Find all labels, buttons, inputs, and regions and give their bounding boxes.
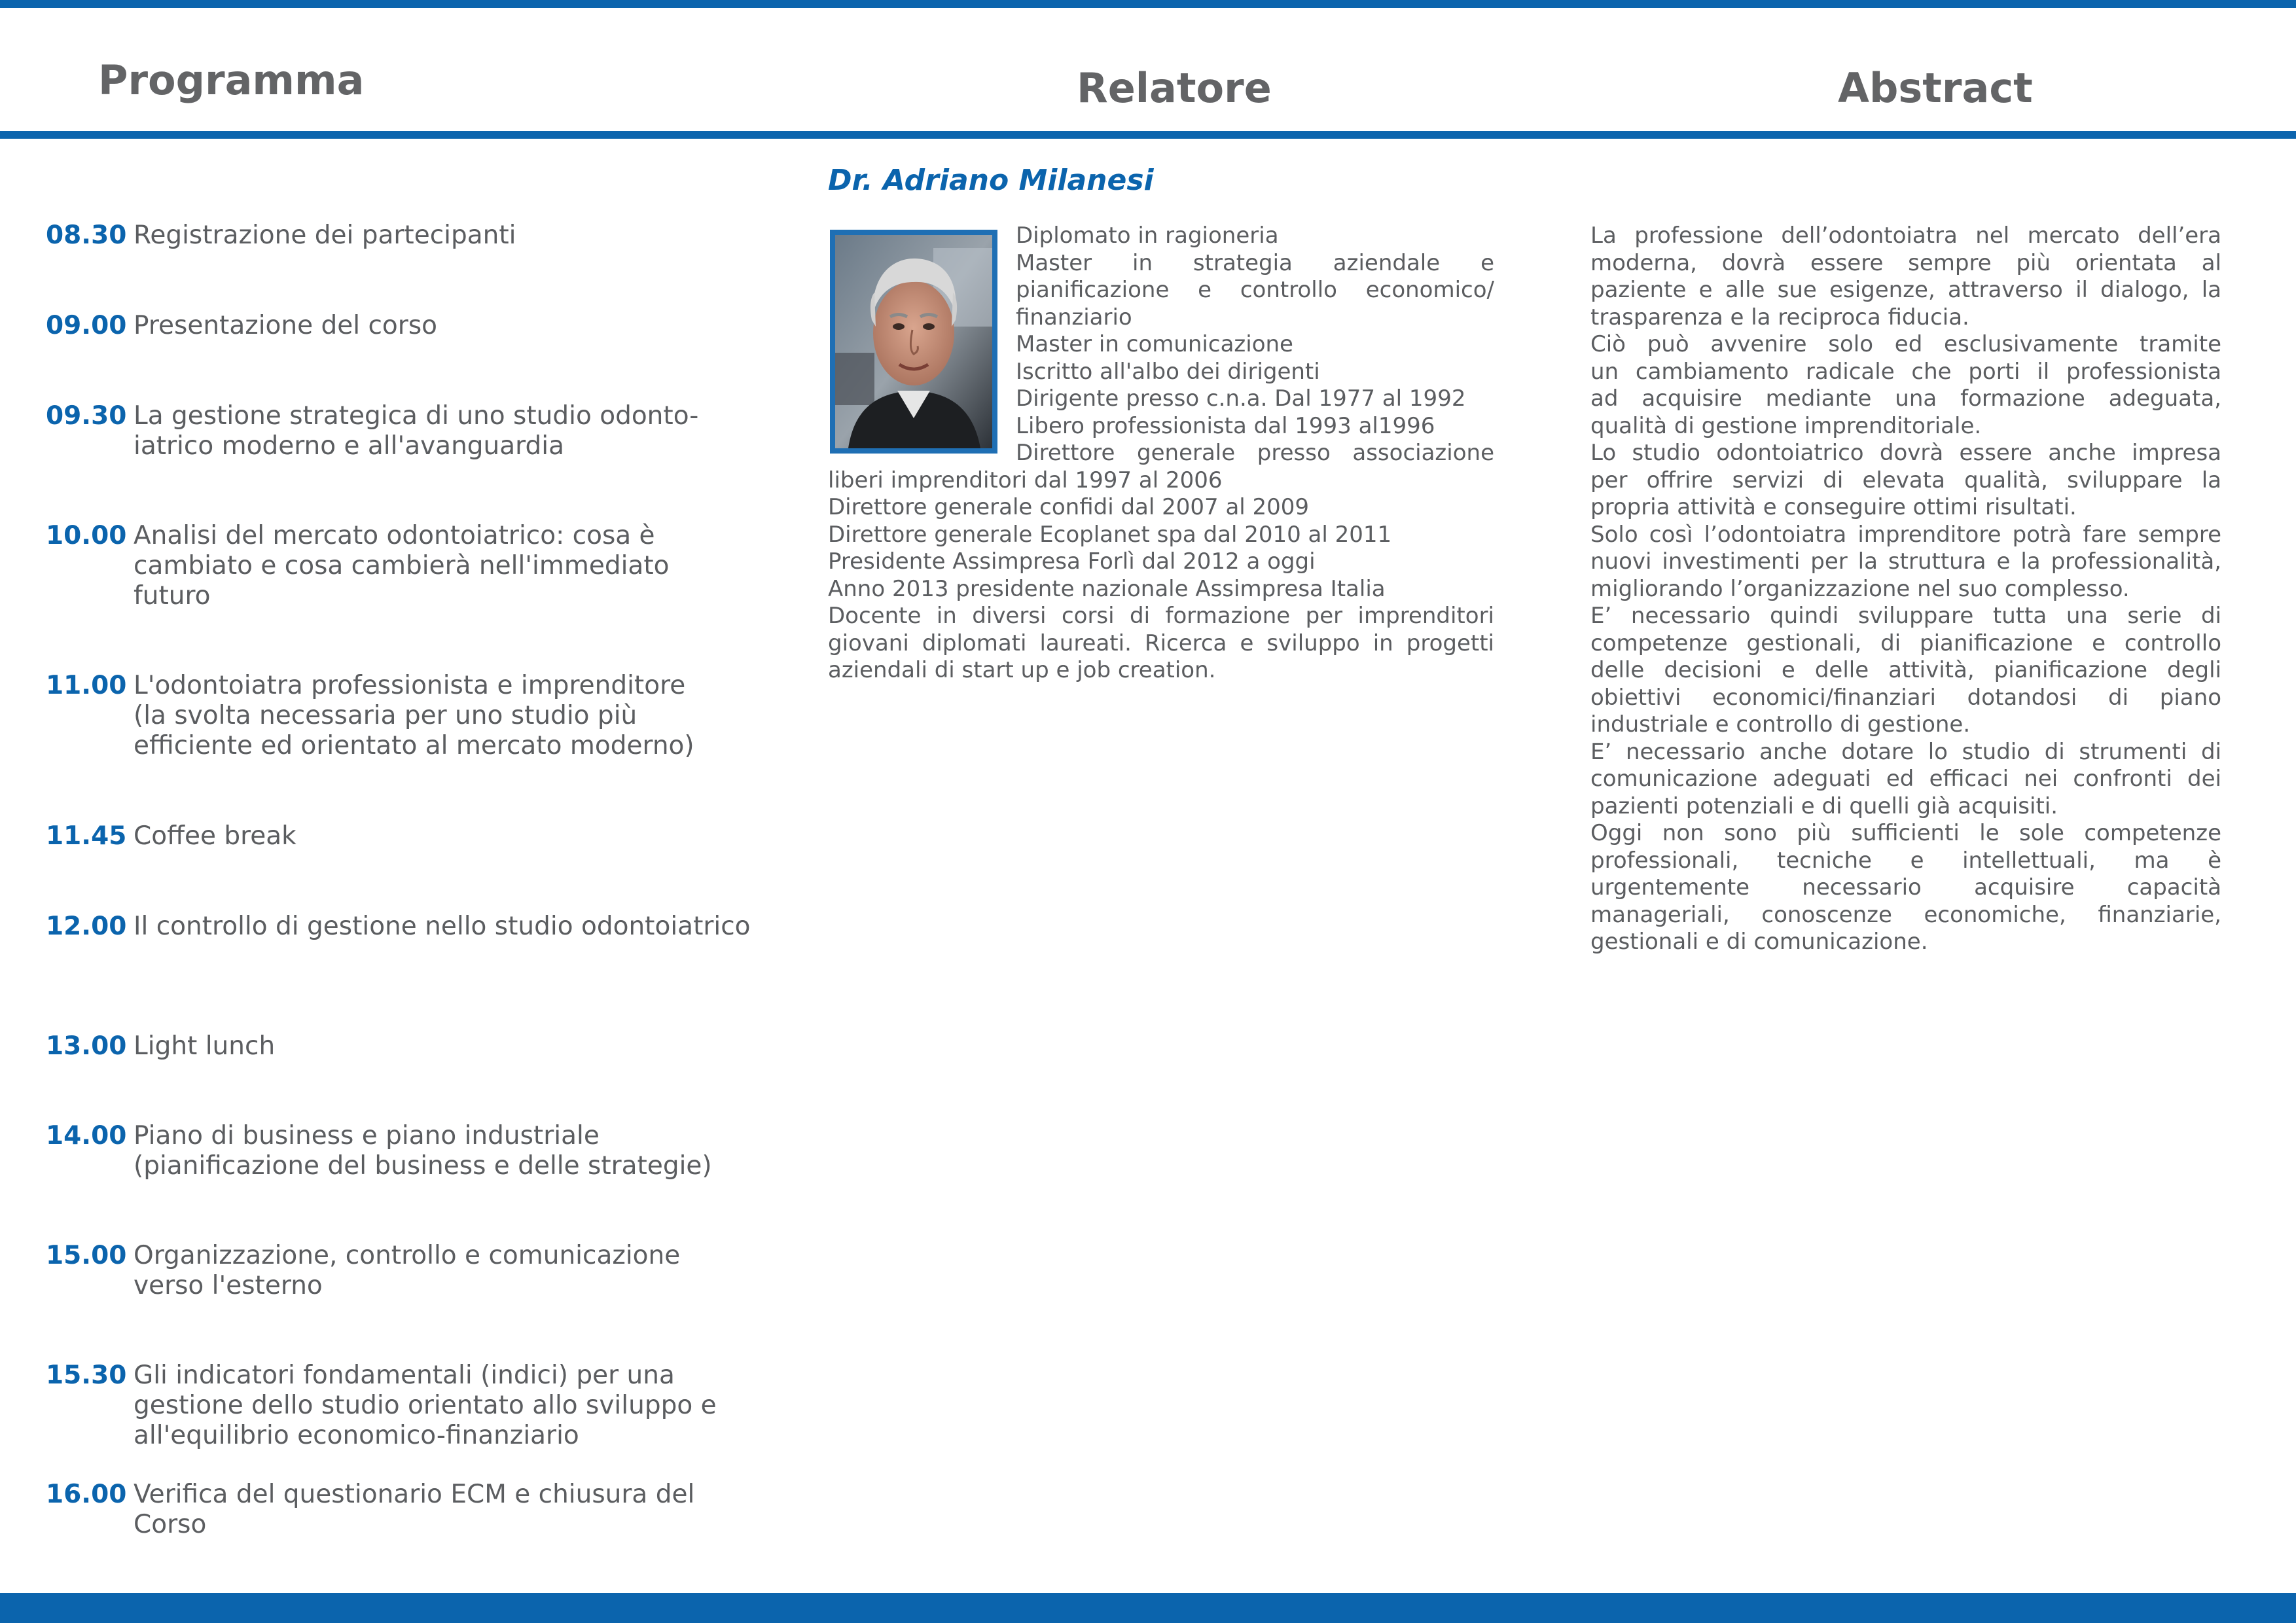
- abstract-line: delle decisioni e delle attività, pianificazione degli: [1590, 657, 2221, 683]
- header-abstract: Abstract: [1838, 64, 2033, 112]
- program-time: 09.00: [46, 311, 127, 340]
- bio-line: Docente in diversi corsi di formazione per imprenditori: [828, 603, 1494, 629]
- program-description-line: Piano di business e piano industriale: [134, 1121, 600, 1150]
- abstract-line: E’ necessario anche dotare lo studio di strumenti di: [1590, 738, 2221, 765]
- program-description-line: iatrico moderno e all'avanguardia: [134, 431, 565, 461]
- abstract-line: trasparenza e la reciproca fiducia.: [1590, 304, 1969, 330]
- header-programma: Programma: [98, 56, 365, 104]
- bio-line: giovani diplomati laureati. Ricerca e sviluppo in progetti: [828, 630, 1494, 656]
- bio-line: Dirigente presso c.n.a. Dal 1977 al 1992: [1016, 385, 1466, 412]
- speaker-portrait-icon: [835, 235, 992, 448]
- program-description: [134, 1121, 742, 1181]
- abstract-line: paziente e alle sue esigenze, attraverso il dialogo, la: [1590, 277, 2221, 303]
- bio-line: Diplomato in ragioneria: [1016, 223, 1279, 249]
- program-description: [134, 1031, 742, 1061]
- bio-line: Direttore generale Ecoplanet spa dal 2010 al 2011: [828, 521, 1392, 548]
- program-description: [134, 821, 742, 851]
- bottom-accent-band: [0, 1593, 2296, 1623]
- bio-line: aziendali di start up e job creation.: [828, 657, 1216, 683]
- program-time: 12.00: [46, 912, 127, 941]
- program-description-line: Gli indicatori fondamentali (indici) per una: [134, 1361, 675, 1390]
- program-description-line: cambiato e cosa cambierà nell'immediato: [134, 551, 670, 580]
- abstract-line: moderna, dovrà essere sempre più orientata al: [1590, 249, 2221, 276]
- program-description: [134, 1361, 742, 1451]
- bio-line: Libero professionista dal 1993 al1996: [1016, 412, 1435, 439]
- bio-line: finanziario: [1016, 304, 1132, 330]
- program-description-line: gestione dello studio orientato allo sviluppo e: [134, 1391, 717, 1420]
- program-description: [134, 1241, 742, 1301]
- program-description-line: all'equilibrio economico-finanziario: [134, 1421, 579, 1450]
- abstract-line: Lo studio odontoiatrico dovrà essere anche impresa: [1590, 440, 2221, 466]
- program-description-line: L'odontoiatra professionista e imprenditore: [134, 671, 686, 700]
- program-description-line: Presentazione del corso: [134, 311, 438, 340]
- program-time: 11.00: [46, 671, 127, 700]
- program-time: 13.00: [46, 1031, 127, 1061]
- program-time: 08.30: [46, 221, 127, 250]
- program-description: [134, 401, 742, 461]
- abstract-line: qualità di gestione imprenditoriale.: [1590, 412, 1982, 439]
- abstract-line: migliorando l’organizzazione nel suo complesso.: [1590, 575, 2130, 602]
- program-description-line: (pianificazione del business e delle strategie): [134, 1151, 712, 1181]
- abstract-line: industriale e controllo di gestione.: [1590, 711, 1971, 738]
- program-description-line: Corso: [134, 1510, 207, 1539]
- program-time: 11.45: [46, 821, 127, 851]
- abstract-line: manageriali, conoscenze economiche, finanziarie,: [1590, 901, 2221, 928]
- program-description-line: Organizzazione, controllo e comunicazione: [134, 1241, 681, 1270]
- abstract-line: pazienti potenziali e di quelli già acquisiti.: [1590, 793, 2058, 819]
- abstract-text: [1590, 223, 2221, 956]
- abstract-line: per offrire servizi di elevata qualità, sviluppare la: [1590, 467, 2221, 493]
- program-description: [134, 1480, 742, 1540]
- abstract-line: Solo così l’odontoiatra imprenditore potrà fare sempre: [1590, 521, 2221, 548]
- program-description-line: Il controllo di gestione nello studio odontoiatrico: [134, 912, 751, 941]
- bio-line: Direttore generale confidi dal 2007 al 2009: [828, 494, 1310, 520]
- abstract-line: nuovi investimenti per la struttura e la professionalità,: [1590, 548, 2221, 575]
- bio-line: Master in strategia aziendale e: [1016, 249, 1494, 276]
- header-divider: [0, 131, 2296, 139]
- program-time: 09.30: [46, 401, 127, 431]
- program-description: [134, 311, 742, 341]
- abstract-line: ad acquisire mediante una formazione adeguata,: [1590, 385, 2221, 412]
- program-time: 14.00: [46, 1121, 127, 1150]
- program-description-line: futuro: [134, 581, 211, 611]
- bio-line: liberi imprenditori dal 1997 al 2006: [828, 467, 1223, 493]
- program-description: [134, 221, 742, 251]
- program-description-line: efficiente ed orientato al mercato moderno): [134, 731, 694, 760]
- bio-line: Direttore generale presso associazione: [1016, 440, 1494, 466]
- program-description-line: Light lunch: [134, 1031, 276, 1061]
- abstract-line: Oggi non sono più sufficienti le sole competenze: [1590, 820, 2221, 846]
- program-time: 16.00: [46, 1480, 127, 1509]
- abstract-line: professionali, tecniche e intellettuali, ma è: [1590, 847, 2221, 874]
- speaker-name: Dr. Adriano Milanesi: [828, 164, 1154, 197]
- abstract-line: propria attività e conseguire ottimi risultati.: [1590, 494, 2077, 520]
- program-description-line: Registrazione dei partecipanti: [134, 221, 516, 250]
- program-time: 15.30: [46, 1361, 127, 1390]
- program-description: [134, 912, 751, 942]
- abstract-line: gestionali e di comunicazione.: [1590, 929, 1928, 955]
- abstract-line: obiettivi economici/finanziari dotandosi di piano: [1590, 684, 2221, 711]
- abstract-line: un cambiamento radicale che porti il professionista: [1590, 358, 2221, 385]
- abstract-line: urgentemente necessario acquisire capacità: [1590, 874, 2221, 901]
- abstract-line: E’ necessario quindi sviluppare tutta una serie di: [1590, 603, 2221, 629]
- bio-line: pianificazione e controllo economico/: [1016, 277, 1494, 303]
- program-description-line: La gestione strategica di uno studio odonto-: [134, 401, 699, 431]
- abstract-line: competenze gestionali, di pianificazione e controllo: [1590, 630, 2221, 656]
- abstract-line: Ciò può avvenire solo ed esclusivamente tramite: [1590, 331, 2221, 357]
- program-description-line: (la svolta necessaria per uno studio più: [134, 701, 637, 730]
- abstract-line: La professione dell’odontoiatra nel mercato dell’era: [1590, 223, 2221, 249]
- bio-line: Presidente Assimpresa Forlì dal 2012 a oggi: [828, 548, 1316, 575]
- speaker-photo: [830, 230, 997, 454]
- program-description-line: Verifica del questionario ECM e chiusura del: [134, 1480, 695, 1509]
- top-accent-band: [0, 0, 2296, 8]
- program-description-line: Analisi del mercato odontoiatrico: cosa è: [134, 521, 655, 550]
- program-description: [134, 671, 742, 761]
- program-time: 15.00: [46, 1241, 127, 1270]
- bio-line: Iscritto all'albo dei dirigenti: [1016, 358, 1320, 385]
- header-relatore: Relatore: [1077, 64, 1272, 112]
- abstract-line: comunicazione adeguati ed efficaci nei confronti dei: [1590, 766, 2221, 792]
- program-description-line: Coffee break: [134, 821, 296, 851]
- program-description: [134, 521, 742, 611]
- program-time: 10.00: [46, 521, 127, 550]
- program-description-line: verso l'esterno: [134, 1271, 323, 1300]
- bio-line: Master in comunicazione: [1016, 331, 1293, 357]
- bio-line: Anno 2013 presidente nazionale Assimpresa Italia: [828, 575, 1386, 602]
